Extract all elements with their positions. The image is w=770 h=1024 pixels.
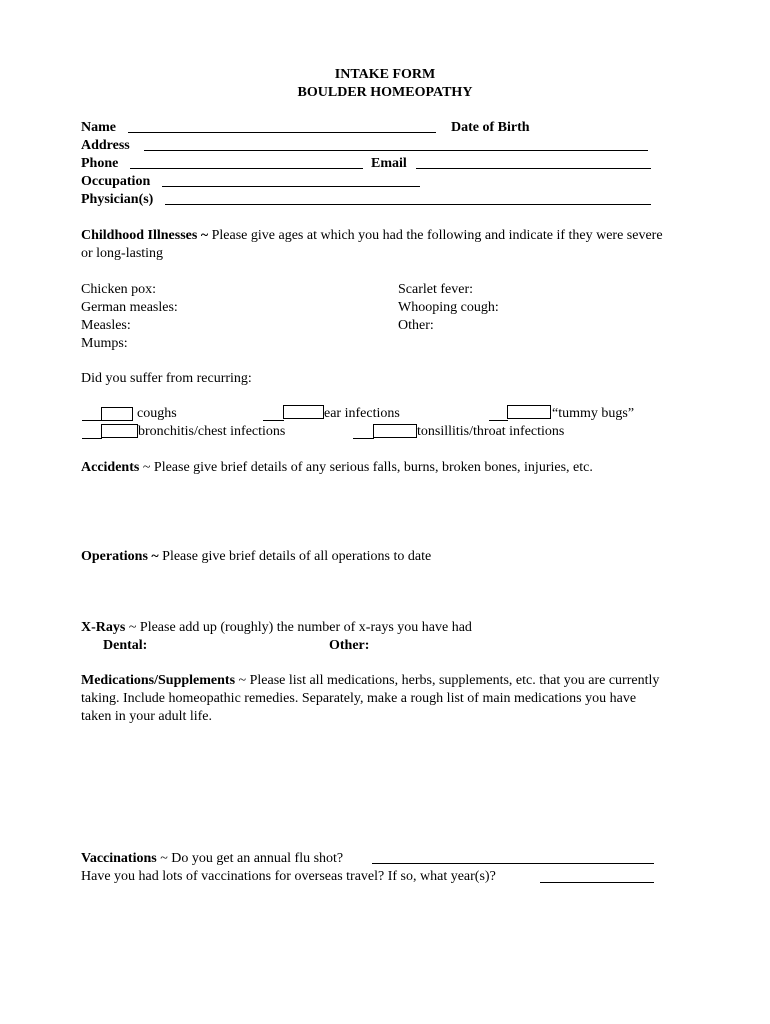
address-label: Address: [81, 138, 130, 153]
illness-other: Other:: [398, 318, 434, 333]
childhood-text: Please give ages at which you had the following and indicate if they were severe: [208, 228, 663, 243]
tonsillitis-blank[interactable]: [353, 438, 374, 439]
medications-line2: taking. Include homeopathic remedies. Separately, make a rough list of main medications you have: [81, 691, 637, 706]
bronchitis-label: bronchitis/chest infections: [138, 424, 286, 439]
vaccinations-question: [81, 851, 343, 867]
coughs-checkbox[interactable]: [101, 407, 133, 421]
tonsillitis-checkbox[interactable]: [373, 424, 417, 438]
accidents-text: ~ Please give brief details of any serious falls, burns, broken bones, injuries, etc.: [139, 460, 593, 475]
medications-line3: taken in your adult life.: [81, 709, 213, 724]
tummy-label: “tummy bugs”: [552, 406, 635, 421]
illness-whooping-cough: Whooping cough:: [398, 300, 499, 315]
travel-years-field[interactable]: [540, 882, 654, 883]
form-title: INTAKE FORM: [334, 67, 436, 82]
illness-german-measles: German measles:: [81, 300, 178, 315]
ear-checkbox[interactable]: [283, 405, 324, 419]
operations-instructions: [81, 549, 431, 565]
dob-label: Date of Birth: [451, 120, 530, 135]
recurring-question: Did you suffer from recurring:: [81, 371, 252, 386]
email-label: Email: [371, 156, 407, 171]
operations-heading: Operations ~: [81, 549, 159, 564]
coughs-label: coughs: [137, 406, 177, 421]
physicians-label: Physician(s): [81, 192, 154, 207]
medications-heading: Medications/Supplements: [81, 673, 236, 688]
vaccinations-heading: Vaccinations: [81, 851, 157, 866]
accidents-instructions: [81, 460, 593, 476]
accidents-heading: Accidents: [81, 460, 140, 475]
travel-vaccinations-question: Have you had lots of vaccinations for overseas travel? If so, what year(s)?: [81, 869, 496, 884]
vaccinations-text: ~ Do you get an annual flu shot?: [156, 851, 344, 866]
form-subtitle: BOULDER HOMEOPATHY: [297, 85, 473, 100]
occupation-field[interactable]: [162, 186, 420, 187]
ear-label: ear infections: [324, 406, 400, 421]
illness-mumps: Mumps:: [81, 336, 128, 351]
illness-chicken-pox: Chicken pox:: [81, 282, 157, 297]
operations-text: Please give brief details of all operations to date: [158, 549, 432, 564]
illness-measles: Measles:: [81, 318, 131, 333]
medications-text: ~ Please list all medications, herbs, supplements, etc. that you are currently: [235, 673, 660, 688]
coughs-blank[interactable]: [82, 420, 102, 421]
phone-label: Phone: [81, 156, 119, 171]
childhood-text-cont: or long-lasting: [81, 246, 164, 261]
tummy-blank[interactable]: [489, 420, 508, 421]
xrays-heading: X-Rays: [81, 620, 126, 635]
name-field[interactable]: [128, 132, 436, 133]
medications-instructions: [81, 673, 659, 689]
tummy-checkbox[interactable]: [507, 405, 551, 419]
xrays-text: ~ Please add up (roughly) the number of x-rays you have had: [125, 620, 472, 635]
childhood-instructions: [81, 228, 663, 244]
phone-field[interactable]: [130, 168, 363, 169]
childhood-heading: Childhood Illnesses ~: [81, 228, 209, 243]
name-label: Name: [81, 120, 116, 135]
address-field[interactable]: [144, 150, 648, 151]
tonsillitis-label: tonsillitis/throat infections: [417, 424, 565, 439]
xrays-instructions: [81, 620, 472, 636]
illness-scarlet-fever: Scarlet fever:: [398, 282, 474, 297]
bronchitis-checkbox[interactable]: [101, 424, 138, 438]
bronchitis-blank[interactable]: [82, 438, 102, 439]
flu-shot-field[interactable]: [372, 863, 654, 864]
xrays-dental-label: Dental:: [103, 638, 148, 653]
xrays-other-label: Other:: [329, 638, 370, 653]
ear-blank[interactable]: [263, 420, 284, 421]
occupation-label: Occupation: [81, 174, 151, 189]
physicians-field[interactable]: [165, 204, 651, 205]
email-field[interactable]: [416, 168, 651, 169]
